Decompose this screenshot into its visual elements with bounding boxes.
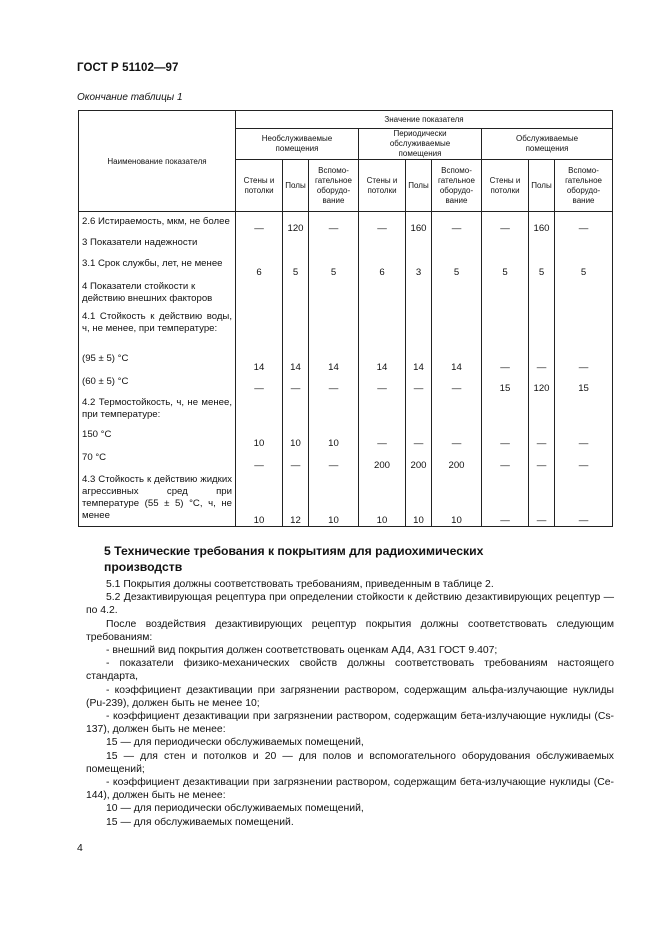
row-name: (60 ± 5) °С bbox=[79, 373, 236, 394]
header-aux-2: Вспомо-гательное оборудо-вание bbox=[432, 160, 482, 212]
paragraph: 15 — для стен и потолков и 20 — для полов и вспомогательного оборудования обслуживаемых помещений; bbox=[86, 750, 614, 775]
cell bbox=[529, 278, 555, 308]
row-name: 4 Показатели стойкости к действию внешних факторов bbox=[79, 278, 236, 308]
header-floors-3: Полы bbox=[529, 160, 555, 212]
paragraph: 5.1 Покрытия должны соответствовать требованиям, приведенным в таблице 2. bbox=[106, 579, 494, 590]
cell: 14 bbox=[236, 350, 283, 373]
header-floors-2: Полы bbox=[406, 160, 432, 212]
header-walls-2: Стены и потолки bbox=[359, 160, 406, 212]
cell: 10 bbox=[309, 471, 359, 527]
cell: 200 bbox=[359, 449, 406, 471]
cell bbox=[283, 278, 309, 308]
cell: — bbox=[283, 449, 309, 471]
cell bbox=[406, 308, 432, 350]
cell: 120 bbox=[529, 373, 555, 394]
cell: — bbox=[236, 449, 283, 471]
cell bbox=[309, 394, 359, 426]
cell: 15 bbox=[482, 373, 529, 394]
cell bbox=[529, 308, 555, 350]
cell: — bbox=[529, 426, 555, 449]
cell bbox=[283, 234, 309, 255]
cell: — bbox=[309, 212, 359, 234]
row-name: 4.2 Термостойкость, ч, не менее, при температуре: bbox=[79, 394, 236, 426]
header-aux-1: Вспомо-гательное оборудо-вание bbox=[309, 160, 359, 212]
cell: — bbox=[555, 426, 613, 449]
paragraph: 15 — для периодически обслуживаемых помещений, bbox=[106, 737, 364, 749]
row-name: 3.1 Срок службы, лет, не менее bbox=[79, 255, 236, 278]
cell: 5 bbox=[283, 255, 309, 278]
indicators-table bbox=[78, 110, 613, 527]
cell: 5 bbox=[432, 255, 482, 278]
cell: — bbox=[406, 426, 432, 449]
table-row bbox=[79, 350, 613, 373]
cell: — bbox=[555, 212, 613, 234]
cell: 3 bbox=[406, 255, 432, 278]
paragraph: - коэффициент дезактивации при загрязнении раствором, содержащим бета-излучающие нуклиды (Ce-144), должен быть не менее: bbox=[86, 777, 614, 802]
cell: — bbox=[529, 449, 555, 471]
cell: — bbox=[432, 373, 482, 394]
cell: 6 bbox=[236, 255, 283, 278]
cell: — bbox=[482, 426, 529, 449]
cell: — bbox=[236, 212, 283, 234]
paragraph: 10 — для периодически обслуживаемых помещений, bbox=[106, 803, 364, 815]
table-row bbox=[79, 426, 613, 449]
cell bbox=[309, 234, 359, 255]
cell bbox=[406, 234, 432, 255]
document-code: ГОСТ Р 51102—97 bbox=[77, 62, 179, 74]
cell bbox=[359, 394, 406, 426]
cell: 160 bbox=[529, 212, 555, 234]
cell: — bbox=[482, 212, 529, 234]
cell: 6 bbox=[359, 255, 406, 278]
cell: 15 bbox=[555, 373, 613, 394]
cell: 200 bbox=[406, 449, 432, 471]
cell: 10 bbox=[432, 471, 482, 527]
cell: — bbox=[555, 350, 613, 373]
cell: — bbox=[482, 449, 529, 471]
cell bbox=[283, 394, 309, 426]
paragraph: 15 — для обслуживаемых помещений. bbox=[106, 816, 294, 828]
cell bbox=[529, 394, 555, 426]
cell bbox=[406, 394, 432, 426]
cell bbox=[432, 308, 482, 350]
table-row bbox=[79, 278, 613, 308]
cell bbox=[482, 308, 529, 350]
cell: — bbox=[555, 471, 613, 527]
cell: 5 bbox=[555, 255, 613, 278]
cell bbox=[529, 234, 555, 255]
header-group-serviced: Обслуживаемые помещения bbox=[482, 129, 613, 160]
cell bbox=[555, 394, 613, 426]
section-body bbox=[86, 578, 614, 829]
cell bbox=[309, 308, 359, 350]
table-row bbox=[79, 234, 613, 255]
header-walls-3: Стены и потолки bbox=[482, 160, 529, 212]
header-floors-1: Полы bbox=[283, 160, 309, 212]
cell bbox=[482, 278, 529, 308]
cell: — bbox=[482, 471, 529, 527]
cell: 5 bbox=[482, 255, 529, 278]
header-aux-3: Вспомо-гательное оборудо-вание bbox=[555, 160, 613, 212]
cell: — bbox=[555, 449, 613, 471]
row-name: (95 ± 5) °С bbox=[79, 350, 236, 373]
section-title: 5 Технические требования к покрытиям для радиохимических производств bbox=[104, 544, 484, 574]
table-row bbox=[79, 449, 613, 471]
cell: 10 bbox=[406, 471, 432, 527]
row-name: 4.3 Стойкость к действию жидких агрессивных сред при температуре (55 ± 5) °С, ч, не менее bbox=[79, 471, 236, 527]
cell: — bbox=[359, 212, 406, 234]
cell: — bbox=[359, 373, 406, 394]
table-row bbox=[79, 394, 613, 426]
cell bbox=[482, 394, 529, 426]
cell bbox=[359, 234, 406, 255]
cell: 10 bbox=[359, 471, 406, 527]
header-value: Значение показателя bbox=[236, 111, 613, 129]
table-row bbox=[79, 212, 613, 234]
paragraph: - коэффициент дезактивации при загрязнении раствором, содержащим альфа-излучающие нуклиды (Pu-239), должен быть не менее 10; bbox=[86, 684, 614, 709]
cell: — bbox=[529, 471, 555, 527]
cell: 200 bbox=[432, 449, 482, 471]
cell bbox=[283, 308, 309, 350]
row-name: 4.1 Стойкость к действию воды, ч, не менее, при температуре: bbox=[79, 308, 236, 350]
header-group-unserviced: Необслуживаемые помещения bbox=[236, 129, 359, 160]
cell bbox=[432, 394, 482, 426]
cell bbox=[359, 278, 406, 308]
cell bbox=[482, 234, 529, 255]
header-walls-1: Стены и потолки bbox=[236, 160, 283, 212]
cell: — bbox=[283, 373, 309, 394]
cell: 5 bbox=[529, 255, 555, 278]
cell: 14 bbox=[406, 350, 432, 373]
paragraph: После воздействия дезактивирующих рецептур покрытия должны соответствовать следующим требованиям: bbox=[86, 618, 614, 643]
table-row bbox=[79, 308, 613, 350]
paragraph: - коэффициент дезактивации при загрязнении раствором, содержащим бета-излучающие нуклиды (Cs-137), должен быть не менее: bbox=[86, 711, 614, 736]
table-caption: Окончание таблицы 1 bbox=[77, 92, 183, 103]
table-row bbox=[79, 373, 613, 394]
cell: — bbox=[309, 449, 359, 471]
page-number: 4 bbox=[77, 843, 83, 854]
cell: 14 bbox=[359, 350, 406, 373]
cell: 10 bbox=[283, 426, 309, 449]
row-name: 70 °С bbox=[79, 449, 236, 471]
cell bbox=[236, 394, 283, 426]
table-row bbox=[79, 471, 613, 527]
row-name: 150 °С bbox=[79, 426, 236, 449]
cell: 10 bbox=[236, 426, 283, 449]
paragraph: 5.2 Дезактивирующая рецептура при определении стойкости к действию дезактивирующих рецептур — по 4.2. bbox=[86, 592, 614, 617]
cell bbox=[432, 234, 482, 255]
row-name: 2.6 Истираемость, мкм, не более bbox=[79, 212, 236, 234]
cell: — bbox=[359, 426, 406, 449]
cell bbox=[406, 278, 432, 308]
cell bbox=[236, 278, 283, 308]
cell: — bbox=[432, 426, 482, 449]
cell: 14 bbox=[309, 350, 359, 373]
row-name: 3 Показатели надежности bbox=[79, 234, 236, 255]
header-group-periodic: Периодически обслуживаемые помещения bbox=[359, 129, 482, 160]
cell: — bbox=[236, 373, 283, 394]
cell bbox=[309, 278, 359, 308]
paragraph: - показатели физико-механических свойств должны соответствовать требованиям настоящего стандарта, bbox=[86, 658, 614, 683]
cell bbox=[432, 278, 482, 308]
table-row bbox=[79, 255, 613, 278]
header-indicator-name: Наименование показателя bbox=[79, 111, 236, 212]
cell: 120 bbox=[283, 212, 309, 234]
cell: — bbox=[482, 350, 529, 373]
cell: — bbox=[309, 373, 359, 394]
cell: 160 bbox=[406, 212, 432, 234]
cell: — bbox=[432, 212, 482, 234]
cell bbox=[555, 278, 613, 308]
cell bbox=[555, 308, 613, 350]
cell: 14 bbox=[432, 350, 482, 373]
cell: — bbox=[529, 350, 555, 373]
cell bbox=[236, 308, 283, 350]
cell bbox=[236, 234, 283, 255]
cell: — bbox=[406, 373, 432, 394]
cell: 5 bbox=[309, 255, 359, 278]
cell: 14 bbox=[283, 350, 309, 373]
cell: 10 bbox=[309, 426, 359, 449]
cell: 10 bbox=[236, 471, 283, 527]
cell: 12 bbox=[283, 471, 309, 527]
cell bbox=[359, 308, 406, 350]
paragraph: - внешний вид покрытия должен соответствовать оценкам АД4, АЗ1 ГОСТ 9.407; bbox=[106, 645, 498, 657]
cell bbox=[555, 234, 613, 255]
